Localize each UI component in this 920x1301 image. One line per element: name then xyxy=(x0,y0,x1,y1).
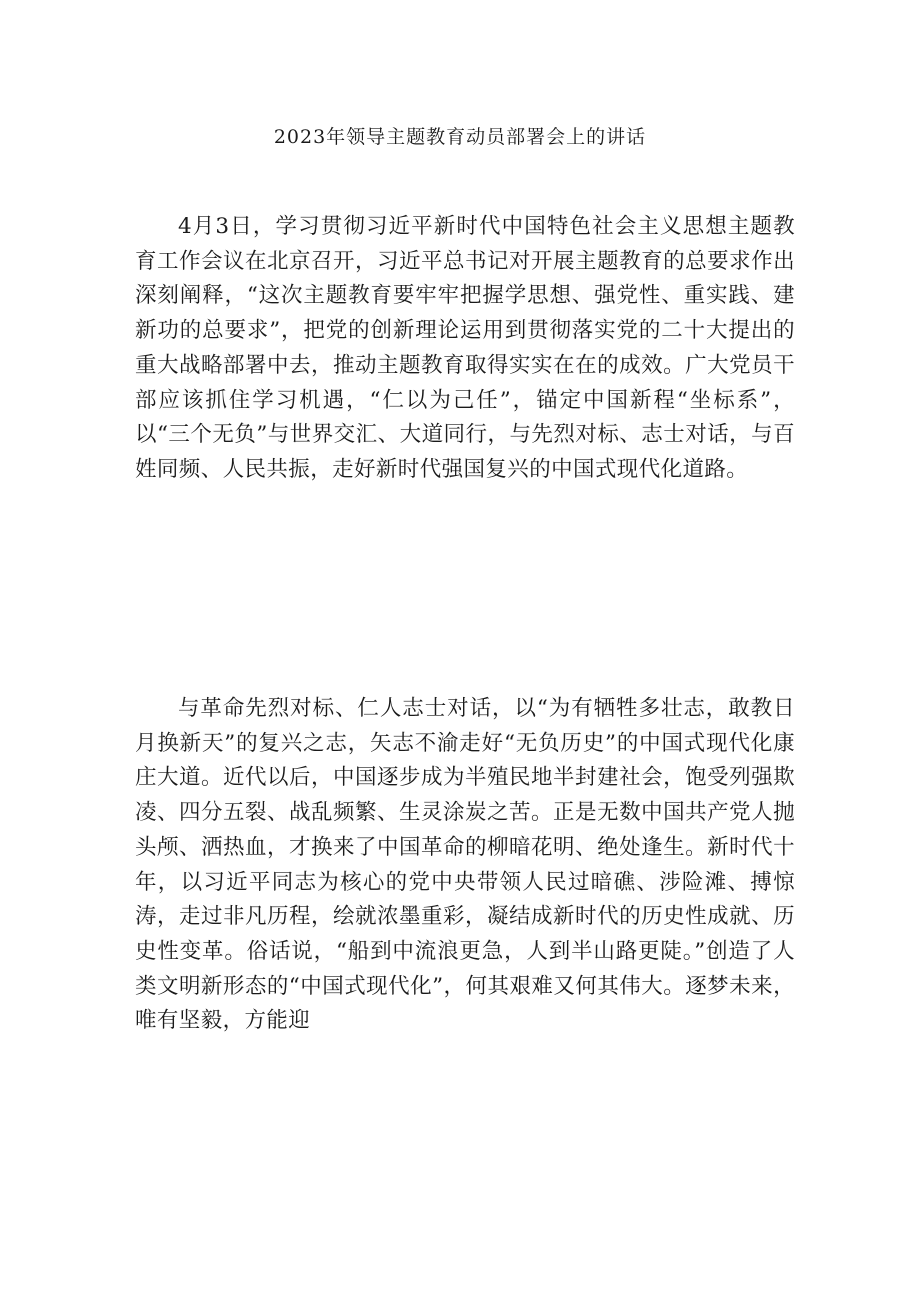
paragraph-1: 4月3日，学习贯彻习近平新时代中国特色社会主义思想主题教育工作会议在北京召开，习近平总书记对开展主题教育的总要求作出深刻阐释，“这次主题教育要牢牢把握学思想、强党性、重实践、建新功的总要求”，把党的创新理论运用到贯彻落实党的二十大提出的重大战略部署中去，推动主题教育取得实实在在的成效。广大党员干部应该抓住学习机遇，“仁以为己任”，锚定中国新程“坐标系”，以“三个无负”与世界交汇、大道同行，与先烈对标、志士对话，与百姓同频、人民共振，走好新时代强国复兴的中国式现代化道路。 xyxy=(135,214,795,482)
paragraph-2: 与革命先烈对标、仁人志士对话，以“为有牺牲多壮志，敢教日月换新天”的复兴之志，矢志不渝走好“无负历史”的中国式现代化康庄大道。近代以后，中国逐步成为半殖民地半封建社会，饱受列强欺凌、四分五裂、战乱频繁、生灵涂炭之苦。正是无数中国共产党人抛头颅、洒热血，才换来了中国革命的柳暗花明、绝处逢生。新时代十年，以习近平同志为核心的党中央带领人民过暗礁、涉险滩、搏惊涛，走过非凡历程，绘就浓墨重彩，凝结成新时代的历史性成就、历史性变革。俗话说，“船到中流浪更急，人到半山路更陡。”创造了人类文明新形态的“中国式现代化”，何其艰难又何其伟大。逐梦未来，唯有坚毅，方能迎 xyxy=(135,696,795,1034)
document-title: 2023年领导主题教育动员部署会上的讲话 xyxy=(273,126,647,148)
